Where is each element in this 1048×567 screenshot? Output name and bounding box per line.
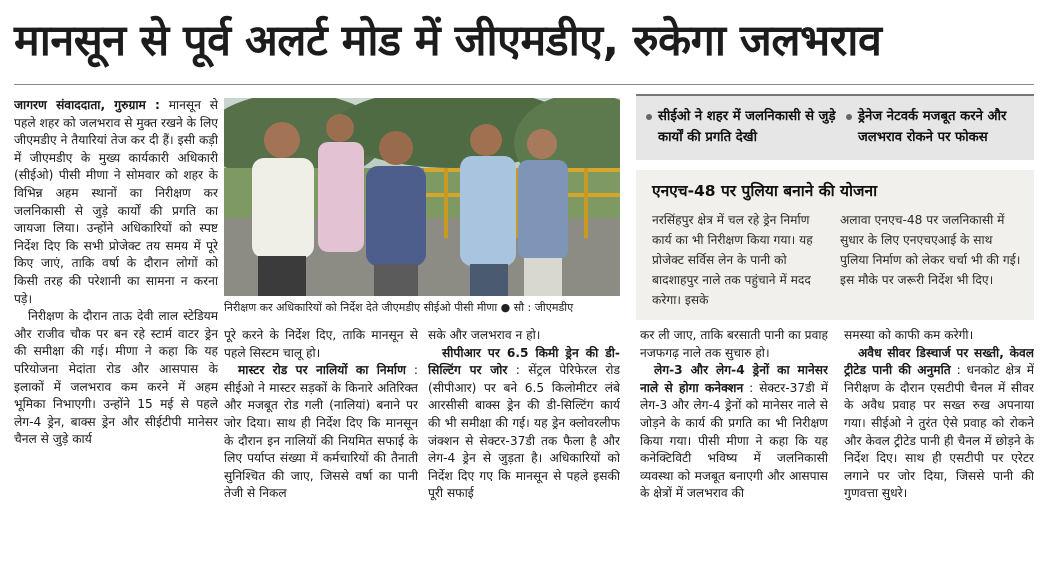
paragraph-sewer bbox=[844, 345, 1034, 503]
sidebar-box bbox=[636, 170, 1034, 320]
subheading: सीपीआर पर 6.5 किमी ड्रेन की डी-सिल्टिंग पर जोर bbox=[428, 345, 620, 378]
highlight-item bbox=[646, 106, 838, 148]
article-column-2 bbox=[224, 327, 418, 563]
box-title: एनएच-48 पर पुलिया बनाने की योजना bbox=[652, 182, 878, 200]
paragraph-text: : सेक्टर-37डी में लेग-3 और लेग-4 ड्रेनों को मानेसर नाले से जोड़ने के कार्य की प्रगति का भी निरीक्षण किया गया। पीसी मीणा ने कहा कि यह कनेक्टिविटी भविष्य में जलनिकासी व्यवस्था को मजबूत बनाएगी और आसपास के क्षेत्रों में जलभराव की bbox=[640, 380, 828, 501]
bullet-icon bbox=[646, 114, 652, 120]
byline: जागरण संवाददाता, गुरुग्राम : bbox=[14, 98, 160, 112]
article-column-3 bbox=[428, 327, 620, 563]
photo-caption bbox=[224, 298, 620, 318]
highlights-top-rule bbox=[636, 94, 1034, 96]
subheading: लेग-3 और लेग-4 ड्रेनों का मानेसर नाले से होगा कनेक्शन bbox=[640, 363, 828, 395]
box-text-left: नरसिंहपुर क्षेत्र में चल रहे ड्रेन निर्माण कार्य का भी निरीक्षण किया गया। यह प्रोजेक्ट सर्विस लेन के पानी को बादशाहपुर नाले तक पहुंचाने में मदद करेगा। इसके bbox=[652, 213, 813, 307]
article-column-4 bbox=[640, 327, 828, 563]
paragraph-intro bbox=[14, 97, 218, 308]
news-photo bbox=[224, 98, 620, 296]
headline: मानसून से पूर्व अलर्ट मोड में जीएमडीए, रुकेगा जलभराव bbox=[14, 16, 882, 66]
caption-text: निरीक्षण कर अधिकारियों को निर्देश देते जीएमडीए सीईओ पीसी मीणा bbox=[224, 301, 498, 314]
photo-credit: ● सौ : जीएमडीए bbox=[500, 301, 574, 314]
bullet-icon bbox=[846, 114, 852, 120]
paragraph-leg-drains bbox=[640, 362, 828, 503]
highlights-bar bbox=[636, 94, 1034, 160]
officials-inspection-image bbox=[224, 98, 620, 296]
paragraph-text: : धनकोट क्षेत्र में निरीक्षण के दौरान एसटीपी चैनल में सीवर के अवैध प्रवाह पर सख्त रुख अपनाया गया। सीईओ ने तुरंत ऐसे प्रवाह को रोकने और केवल ट्रीटेड पानी ही चैनल में छोड़ने के निर्देश दिए। साथ ही एसटीपी पर एरेटर लगाने पर जोर दिया, जिससे पानी की गुणवत्ता सुधरे। bbox=[844, 363, 1034, 501]
paragraph: कर ली जाए, ताकि बरसाती पानी का प्रवाह नजफगढ़ नाले तक सुचारु हो। bbox=[640, 328, 828, 360]
article-column-1 bbox=[14, 97, 218, 563]
box-text-right: अलावा एनएच-48 पर जलनिकासी में सुधार के लिए एनएचएआई के साथ पुलिया निर्माण को लेकर चर्चा भी की गई। इस मौके पर जरूरी निर्देश भी दिए। bbox=[840, 213, 1021, 287]
highlight-item bbox=[846, 106, 1038, 148]
article-column-5 bbox=[844, 327, 1034, 563]
subheading: अवैध सीवर डिस्चार्ज पर सख्ती, केवल ट्रीटेड पानी की अनुमति bbox=[844, 345, 1034, 378]
paragraph: सके और जलभराव न हो। bbox=[428, 328, 541, 342]
paragraph: पूरे करने के निर्देश दिए, ताकि मानसून से पहले सिस्टम चालू हो। bbox=[224, 328, 418, 360]
paragraph-text: : सीईओ ने मास्टर सड़कों के किनारे अतिरिक्त और मजबूत रोड गली (नालियां) बनाने पर जोर दिया। साथ ही निर्देश दिए कि मानसून के दौरान इन नालियों की नियमित सफाई के लिए पर्याप्त संख्या में कर्मचारियों की तैनाती सुनिश्चित की जाए, जिससे वर्षा का पानी तेजी से निकल bbox=[224, 363, 418, 501]
subheading: मास्टर रोड पर नालियों का निर्माण bbox=[238, 363, 406, 378]
paragraph-cpr-drain bbox=[428, 345, 620, 503]
paragraph: समस्या को काफी कम करेगी। bbox=[844, 328, 974, 342]
paragraph-text: : सेंट्रल पेरिफेरल रोड (सीपीआर) पर बने 6.5 किलोमीटर लंबे आरसीसी बाक्स ड्रेन की डी-सिल्टिंग कार्य की भी समीक्षा की गई। यह ड्रेन क्लोवरलीफ जंक्शन से सेक्टर-37डी तक फैला है और लेग-4 ड्रेन से जुड़ता है। अधिकारियों को निर्देश दिए गए कि मानसून से पहले इसकी पूरी सफाई bbox=[428, 363, 620, 501]
highlight-text: ड्रेनेज नेटवर्क मजबूत करने और जलभराव रोकने पर फोकस bbox=[858, 109, 1007, 145]
headline-rule bbox=[14, 84, 1034, 85]
paragraph-master-road bbox=[224, 362, 418, 503]
paragraph-inspection: निरीक्षण के दौरान ताऊ देवी लाल स्टेडियम और राजीव चौक पर बन रहे स्टार्म वाटर ड्रेन की समीक्षा की गई। मीणा ने कहा कि यह परियोजना मेदांता रोड और आसपास के इलाकों में जलभराव कम करने में अहम भूमिका निभाएगी। उन्होंने 15 मई से पहले लेग-4 ड्रेन, बाक्स ड्रेन और सीईटीपी मानेसर चैनल से जुड़े कार्य bbox=[14, 309, 218, 447]
highlight-text: सीईओ ने शहर में जलनिकासी से जुड़े कार्यों की प्रगति देखी bbox=[658, 109, 836, 145]
intro-text: मानसून से पहले शहर को जलभराव से मुक्त रखने के लिए जीएमडीए ने तैयारियां तेज कर दी हैं। इसी कड़ी में जीएमडीए के मुख्य कार्यकारी अधिकारी (सीईओ) पीसी मीणा ने सोमवार को शहर के विभिन्न अहम स्थानों का निरीक्षण कर जलनिकासी से जुड़े कार्यों की प्रगति का जायजा लिया। उन्होंने अधिकारियों को स्पष्ट निर्देश दिए कि सभी प्रोजेक्ट तय समय में पूरे किए जाएं, ताकि वर्षा के दौरान लोगों को किसी तरह की परेशानी का सामना न करना पड़े। bbox=[14, 98, 218, 306]
